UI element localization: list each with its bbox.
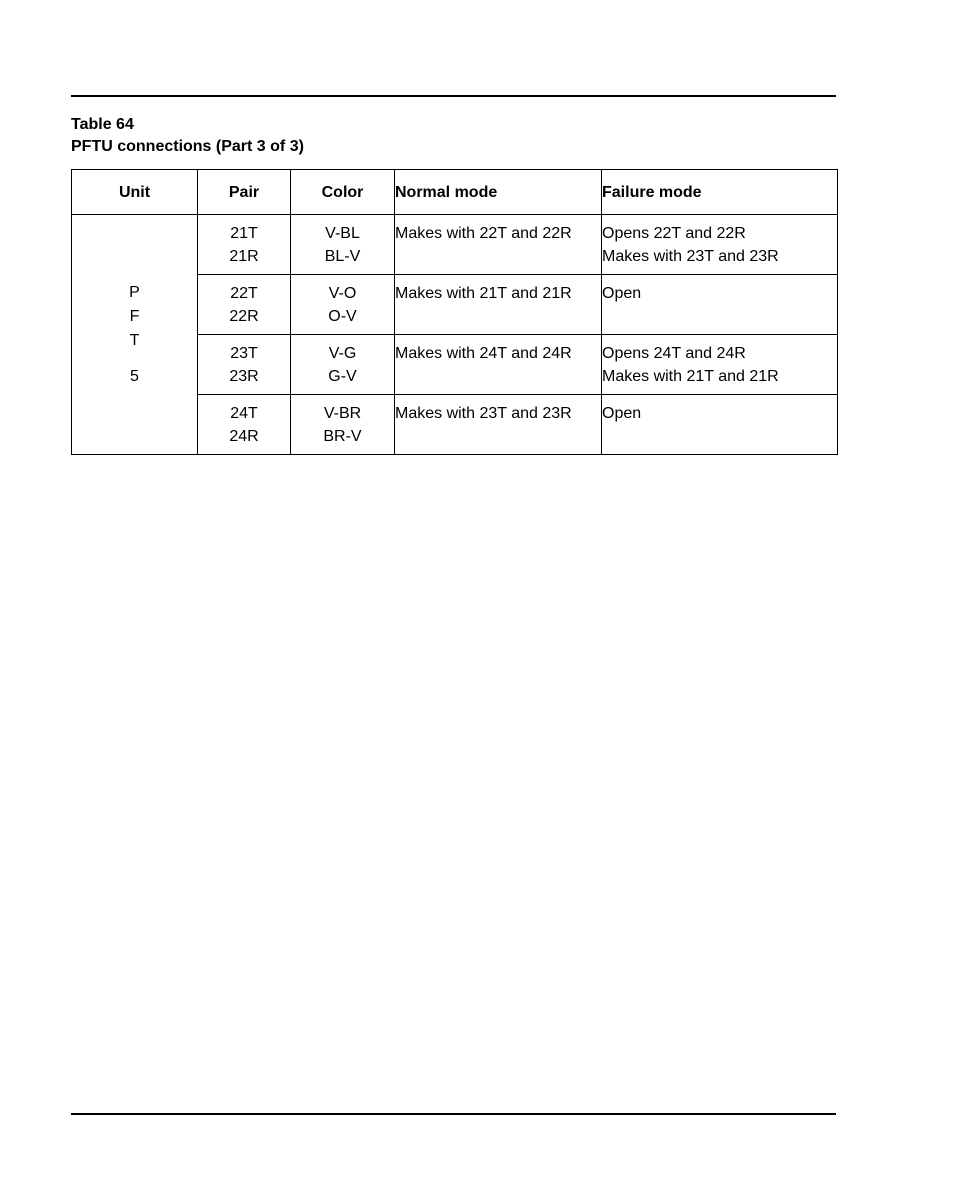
color-tip: V-O	[328, 285, 357, 302]
normal-mode-cell	[395, 335, 602, 395]
pair-cell	[198, 395, 291, 455]
table-header-row	[72, 170, 838, 215]
unit-letter: P	[129, 283, 140, 301]
color-ring: BR-V	[323, 428, 362, 445]
normal-mode-text: Makes with 22T and 22R	[395, 225, 572, 242]
pair-tip: 22T	[230, 285, 258, 302]
header-normal-mode: Normal mode	[395, 170, 602, 215]
pair-cell	[198, 335, 291, 395]
normal-mode-text: Makes with 23T and 23R	[395, 405, 572, 422]
unit-number: 5	[130, 367, 139, 385]
table-row	[72, 215, 838, 275]
failure-mode-line: Opens 22T and 22R	[602, 225, 746, 242]
pair-tip: 21T	[230, 225, 258, 242]
pair-ring: 21R	[229, 248, 259, 265]
header-unit: Unit	[72, 170, 198, 215]
header-pair: Pair	[198, 170, 291, 215]
unit-cell	[72, 215, 198, 455]
color-ring: BL-V	[324, 248, 361, 265]
pair-ring: 22R	[229, 308, 259, 325]
failure-mode-cell	[602, 275, 838, 335]
table-caption	[71, 114, 304, 158]
failure-mode-cell	[602, 215, 838, 275]
normal-mode-cell	[395, 275, 602, 335]
unit-letter: T	[129, 331, 140, 349]
normal-mode-text: Makes with 21T and 21R	[395, 285, 572, 302]
top-rule	[71, 95, 836, 97]
header-failure-mode: Failure mode	[602, 170, 838, 215]
unit-letter: F	[129, 307, 140, 325]
color-cell	[291, 215, 395, 275]
failure-mode-line: Open	[602, 285, 642, 302]
color-tip: V-G	[328, 345, 357, 362]
normal-mode-text: Makes with 24T and 24R	[395, 345, 572, 362]
normal-mode-cell	[395, 395, 602, 455]
failure-mode-line: Open	[602, 405, 642, 422]
pair-tip: 24T	[230, 405, 258, 422]
pftu-connections-table	[71, 169, 838, 455]
failure-mode-line: Makes with 23T and 23R	[602, 248, 779, 265]
color-ring: O-V	[328, 308, 357, 325]
table-number: Table 64	[71, 116, 134, 133]
bottom-rule	[71, 1113, 836, 1115]
table-title: PFTU connections (Part 3 of 3)	[71, 138, 304, 155]
color-tip: V-BL	[325, 225, 360, 242]
pair-tip: 23T	[230, 345, 258, 362]
pair-ring: 24R	[229, 428, 259, 445]
pair-cell	[198, 215, 291, 275]
failure-mode-cell	[602, 395, 838, 455]
header-color: Color	[291, 170, 395, 215]
pair-ring: 23R	[229, 368, 259, 385]
color-cell	[291, 395, 395, 455]
color-cell	[291, 275, 395, 335]
color-tip: V-BR	[323, 405, 362, 422]
color-cell	[291, 335, 395, 395]
failure-mode-cell	[602, 335, 838, 395]
pair-cell	[198, 275, 291, 335]
color-ring: G-V	[328, 368, 357, 385]
failure-mode-line: Opens 24T and 24R	[602, 345, 746, 362]
failure-mode-line: Makes with 21T and 21R	[602, 368, 779, 385]
normal-mode-cell	[395, 215, 602, 275]
